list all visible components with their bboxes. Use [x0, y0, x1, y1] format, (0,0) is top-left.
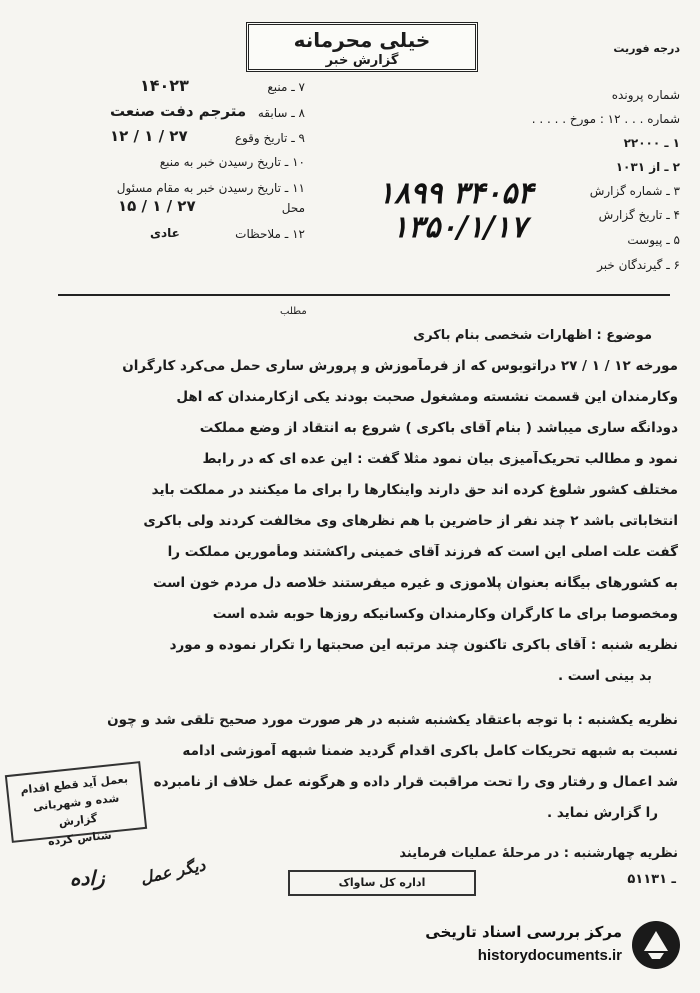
body-line: گفت علت اصلی این است که فرزند آقای خمینی راکشتند ومأمورین مملکت را: [167, 544, 678, 560]
body-line: به کشورهای بیگانه بعنوان پلاموزی و غیره میفرستند خلاصه دل مردم خون است: [152, 575, 678, 591]
body-line: نظریه شنبه : آقای باکری تاکنون چند مرتبه این صحبتها را تکرار نموده و مورد: [169, 637, 678, 653]
archive-url: historydocuments.ir: [477, 947, 622, 964]
body-line: دودانگه ساری میباشد ( بنام آقای باکری ) شروع به انتقاد از وضع مملکت: [199, 420, 678, 436]
field-value: عادی: [150, 226, 180, 240]
body-line: مورخه ۱۲ / ۱ / ۲۷ دراتوبوس که از فرمآموزش و پرورش ساری حمل می‌کرد کارگران: [122, 358, 678, 374]
footer-number: ۵۱ـ ۱۳۱: [627, 872, 676, 887]
body-line: شد اعمال و رفتار وی را تحت مراقبت قرار داده و هرگونه عمل خلاف از نامبرده: [153, 774, 678, 790]
archive-logo-icon: [630, 919, 682, 971]
body-line: نسبت به شبهه تحریکات کامل باکری اقدام گردید ضمنا شبهه آموزشی ادامه: [182, 743, 678, 759]
field-row: [140, 155, 305, 169]
classification-title: خیلی محرمانه: [293, 28, 431, 52]
subject-line: موضوع : اظهارات شخصی بنام باکری: [413, 328, 652, 343]
signature: زاده: [70, 866, 105, 890]
field-value: ۱۵ / ۱ / ۲۷: [118, 197, 196, 215]
field-label: محل: [281, 201, 305, 215]
header-divider: [58, 294, 670, 296]
field-row: شماره . . . ۱۲ : مورخ . . . . .: [531, 112, 680, 126]
body-line: وکارمندان این قسمت نشسته ومشغول صحبت بودند یکی ازکارمندان که اهل: [176, 389, 678, 405]
body-line: انتخاباتی باشد ۲ چند نفر از حاضرین با هم نظرهای وی مخالفت کردند ولی باکری: [143, 513, 678, 529]
classification-stamp: [246, 22, 478, 72]
field-row: ۵ ـ پیوست: [627, 233, 680, 247]
field-value: ۱۲ / ۱ / ۲۷: [110, 127, 188, 145]
margin-stamp: [5, 761, 147, 849]
field-label: ۹ ـ تاریخ وقوع: [234, 131, 305, 145]
field-row: ۳ ـ شماره گزارش: [589, 184, 680, 198]
body-line: مختلف کشور شلوغ کرده اند حق دارند واینکارها را برای ما میکنند در مملکت باید: [151, 482, 678, 498]
subject-note: مطلب: [280, 306, 307, 317]
handwritten-register-number: ۳۴۰۵۴ ۱۸۹۹: [378, 176, 534, 211]
body-line: بد بینی است .: [557, 668, 652, 684]
body-line: ومخصوصا برای ما کارگران وکارمندان وکسانیکه روزها حوبه شده است: [212, 606, 678, 622]
margin-stamp-line: شناس کرده: [47, 828, 113, 849]
body-line: را گزارش نماید .: [547, 805, 658, 821]
field-row: ۱ ـ ۲۲۰۰۰: [623, 136, 680, 150]
field-value: ۱۴۰۲۳: [140, 76, 189, 95]
margin-stamp-line: شده و شهربانی گزارش: [32, 791, 120, 829]
field-row: [100, 181, 305, 195]
field-label: ۱۲ ـ ملاحظات: [235, 227, 305, 241]
archive-watermark: [412, 917, 682, 975]
field-row: ۶ ـ گیرندگان خبر: [597, 258, 680, 272]
field-label: ۷ ـ منبع: [267, 80, 305, 94]
report-type-label: گزارش خبر: [325, 53, 399, 68]
field-label: ۱۰ ـ تاریخ رسیدن خبر به منبع: [159, 155, 305, 169]
field-label: ۱۱ ـ تاریخ رسیدن خبر به مقام مسئول: [116, 181, 305, 195]
signature: دیگر عمل: [138, 855, 207, 888]
footer-note: نظریه چهارشنبه : در مرحلهٔ عملیات فرمایند: [399, 846, 678, 861]
field-row: ۴ ـ تاریخ گزارش: [598, 208, 680, 222]
field-label: ۸ ـ سابقه: [257, 106, 305, 120]
archive-name: مرکز بررسی اسناد تاریخی: [425, 923, 622, 941]
margin-stamp-line: بعمل آید قطع اقدام: [19, 772, 129, 797]
body-line: نمود و مطالب تحریک‌آمیزی بیان نمود مثلا گفت : این عده ای که در رابط: [202, 451, 678, 467]
body-line: نظریه یکشنبه : با توجه باعتقاد یکشنبه شنبه در هر صورت مورد صحیح تلقی شد و چون: [107, 712, 678, 728]
field-row: ۲ ـ از ۱۰۳۱: [615, 160, 680, 174]
footer-stamp: اداره کل ساواک: [288, 870, 476, 896]
field-value: مترجم دفت صنعت: [110, 102, 247, 120]
priority-label: درجه فوریت: [613, 42, 680, 55]
handwritten-register-date: ۱۳۵۰/۱/۱۷: [392, 210, 527, 245]
field-row: شماره پرونده: [611, 88, 680, 102]
